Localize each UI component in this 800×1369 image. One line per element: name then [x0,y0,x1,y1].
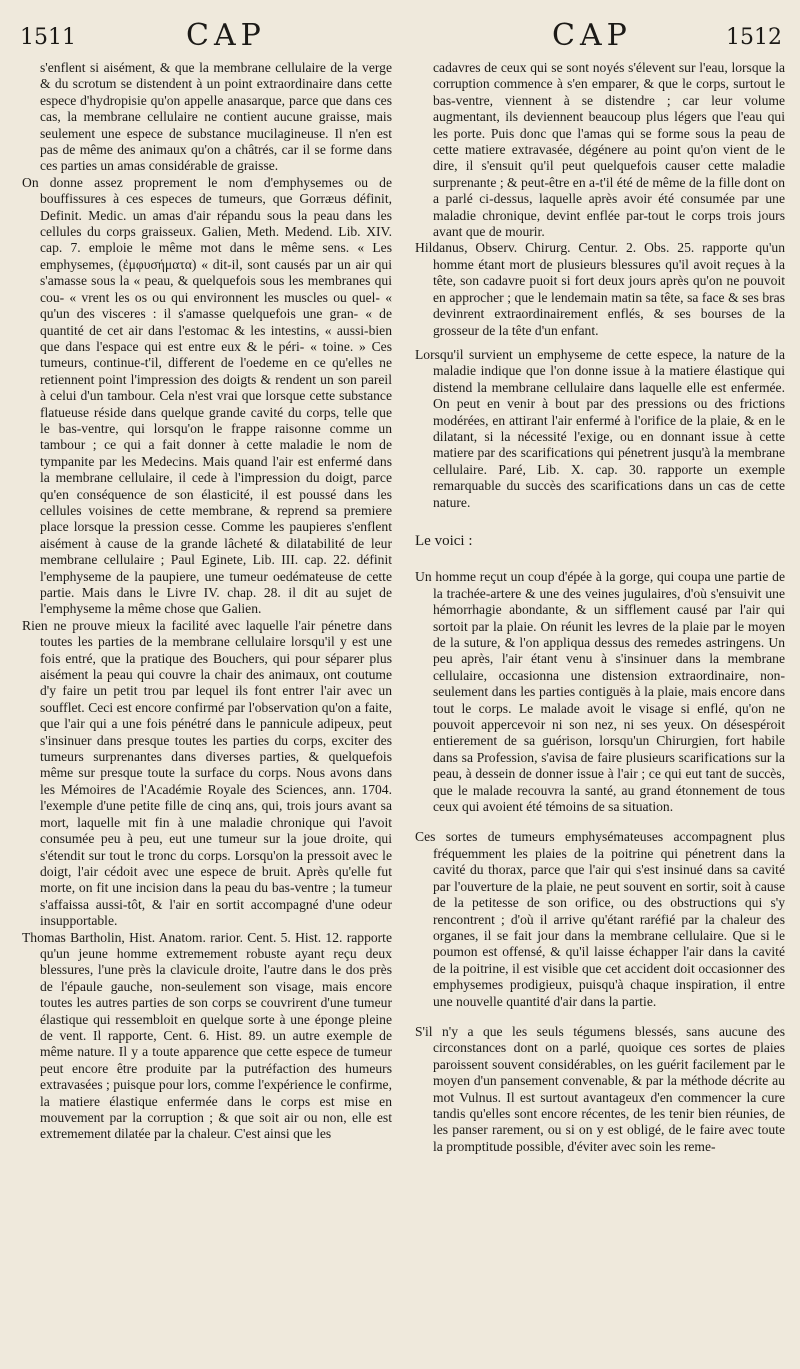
paragraph: s'enflent si aisément, & que la membrane cellulaire de la verge & du scrotum se distendent à un point extraordinaire dans cette espece d'hydropisie qu'on appelle anasarque, parce que dans ces cas, la membrane cellulaire ne contient aucune graisse, mais seulement une espece de substance mucilagineuse. Il n'en est pas de même des animaux qu'on a châtrés, car il se forme dans ces parties un amas considérable de graisse. [40,60,392,174]
paragraph: cadavres de ceux qui se sont noyés s'élevent sur l'eau, lorsque la corruption commence à s'en emparer, & que le corps, surtout le bas-ventre, viennent à se distendre ; car leur volume augmentant, ils deviennent beaucoup plus légers que l'eau qui les porte. Puis donc que l'amas qui se forme sous la peau de cette matiere extravasée, dégénere au point qu'on vient de le dire, il s'ensuit qu'il peut quelquefois causer cette maladie surprenante ; & peut-être en a-t'il été de même de la fille dont on a parlé ci-dessus, laquelle après avoir été consumée par une maladie chronique, devint enflée par-tout le corps trois jours avant que de mourir. [433,60,785,240]
page-number-left: 1511 [20,25,76,50]
paragraph: S'il n'y a que les seuls tégumens blessés, sans aucune des circonstances dont on a parlé, quoique ces sortes de plaies paroissent souvent considérables, on les guérit facilement par le moyen d'un pansement convenable, & par la méthode décrite au mot Vulnus. Il est surtout avantageux d'en commencer la cure tandis qu'elles sont encore récentes, de les tenir bien réunies, de les panser rarement, ou si on y est obligé, de le faire avec toute la promptitude possible, d'éviter avec soin les reme- [415,1023,785,1154]
section-heading: Le voici : [415,532,473,549]
right-column [415,60,785,1155]
paragraph: Thomas Bartholin, Hist. Anatom. rarior. Cent. 5. Hist. 12. rapporte qu'un jeune homme extremement robuste ayant reçu deux blessures, l'une près la clavicule droite, l'autre dans le dos près de l'épaule gauche, non-seulement son visage, mais encore toutes les autres parties de son corps se couvrirent d'une tumeur élastique qui ressembloit en quelque sorte à une éponge pleine de vent. Il rapporte, Cent. 6. Hist. 89. un autre exemple de même nature. Il y a toute apparence que cette espece de tumeur peut encore être produite par la putréfaction des humeurs extravasées ; puisque pour lors, comme l'expérience le confirme, la matiere élastique enfermée dans le corps est mise en mouvement par la corruption ; & que soit air ou non, elle est extremement dilatée par la chaleur. C'est ainsi que les [22,929,392,1142]
running-title-right: CAP [552,18,632,53]
paragraph: Lorsqu'il survient un emphyseme de cette espece, la nature de la maladie indique que l'on donne issue à la matiere élastique qui distend la membrane cellulaire dans laquelle elle est enfermée. On peut en venir à bout par des pressions ou des frictions modérées, en attirant l'air enfermé à l'orifice de la plaie, & en le dilatant, si la nécessité l'exige, ou en donnant issue à cette matiere par des scarifications qui pénetrent jusqu'à la membrane cellulaire. Paré, Lib. X. cap. 30. rapporte un exemple remarquable du succès des scarifications dans un cas de cette nature. [415,346,785,510]
paragraph: Hildanus, Observ. Chirurg. Centur. 2. Obs. 25. rapporte qu'un homme étant mort de plusieurs blessures qu'il avoit reçues à la tête, son cadavre puoit si fort deux jours après qu'on ne pouvoit en approcher ; que le lendemain matin sa tête, sa face & ses bras devinrent extraordinairement enflés, & ses bourses de la grosseur de la tête d'un enfant. [415,240,785,338]
paragraph: On donne assez proprement le nom d'emphysemes ou de bouffissures à ces especes de tumeurs, que Gorræus définit, Definit. Medic. un amas d'air répandu sous la peau dans les cellules du corps graisseux. Galien, Meth. Medend. Lib. XIV. cap. 7. emploie le même mot dans le même sens. « Les emphysemes, (ἐμφυσήματα) « dit-il, sont causés par un air qui s'amasse sous la « peau, & quelquefois sous les membranes qui cou- « vrent les os ou qui environnent les muscles ou quel- « qu'un des visceres : il s'amasse quelquefois une gran- « de quantité de cet air dans l'estomac & les intestins, « aussi-bien que dans l'espace qui est entre eux & le péri- « toine. » Ces tumeurs, continue-t'il, different de l'oedeme en ce qu'elles ne retiennent point l'impression des doigts & rendent un son pareil à celui d'un tambour. Cela n'est vrai que lorsque cette substance flatueuse réside dans quelque grande cavité du corps, telle que le bas-ventre, qui lorsqu'on le frappe raisonne comme un tambour ; ce qui a fait donner à cette maladie le nom de tympanite par les Medecins. Mais quand l'air est enfermé dans la membrane cellulaire, il cede à l'impression du doigt, parce qu'en conséquence de son élasticité, il est poussé dans les cellules voisines de cette membrane, & reprend sa premiere place lorsque la pression cesse. Comme les paupieres s'enflent aisément à cause de la grande lâcheté & dilatabilité de leur membrane cellulaire ; Paul Eginete, Lib. III. cap. 22. définit l'emphyseme de la paupiere, une tumeur oedémateuse de cette partie. Mais dans le Livre IV. chap. 28. il dit au sujet de l'emphyseme la même chose que Galien. [22,174,392,617]
page-number-right: 1512 [726,25,782,50]
paragraph: Rien ne prouve mieux la facilité avec laquelle l'air pénetre dans toutes les parties de la membrane cellulaire lorsqu'il y est une fois entré, que la pratique des Bouchers, qui pour séparer plus aisément la peau qui couvre la chair des animaux, ont coutume d'y faire un petit trou par lequel ils font entrer l'air avec un soufflet. Ceci est encore confirmé par l'observation qu'on a faite, que l'air qui a une fois pénétré dans le pannicule adipeux, peut s'insinuer dans presque toutes les parties du corps, exciter des tumeurs surprenantes dans diverses parties, & quelquefois même sur presque toute la surface du corps. Nous avons dans les Mémoires de l'Académie Royale des Sciences, ann. 1704. l'exemple d'une petite fille de cinq ans, qui, trois jours avant sa mort, laquelle mit fin à une maladie chronique qui l'avoit consumée peu à peu, eut une tumeur sur la joue droite, qui s'étendit sur tout le tronc du corps. Lorsqu'on la pressoit avec le doigt, l'air cédoit avec une espece de bruit. Après qu'elle fut morte, on fit une incision dans la peau du bas-ventre ; la tumeur s'affaissa aussi-tôt, & l'air en sortit accompagné d'une odeur insupportable. [22,617,392,929]
running-title-left: CAP [186,18,266,53]
paragraph: Un homme reçut un coup d'épée à la gorge, qui coupa une partie de la trachée-artere & une des veines jugulaires, d'où s'ensuivit une hémorrhagie abondante, & un sifflement causé par l'air qui sortoit par la plaie. On réunit les levres de la plaie par le moyen de la suture, & l'on appliqua dessus des remedes astringens. Un peu après, l'air étant venu à s'insinuer dans la membrane cellulaire, occasionna une distension extraordinaire, non-seulement dans les parties contiguës à la plaie, mais encore dans tout le corps. Le malade avoit le visage si enflé, qu'on ne pouvoit appercevoir ni son nez, ni ses yeux. On désespéroit entierement de sa guérison, lorsqu'un Chirurgien, fort habile dans sa Profession, s'avisa de faire plusieurs scarifications sur la peau, à dessein de donner issue à l'air ; ce qui eut tant de succès, que le malade recouvra la santé, au grand étonnement de tous ceux qui avoient été témoins de sa situation. [415,569,785,815]
paragraph: Ces sortes de tumeurs emphysémateuses accompagnent plus fréquemment les plaies de la poitrine qui pénetrent dans la cavité du thorax, parce que l'air qui s'est insinué dans sa cavité par l'ouverture de la plaie, ne peut souvent en sortir, soit à cause de la petitesse de son orifice, ou des obstructions qui s'y rencontrent ; d'où il arrive qu'étant raréfié par la chaleur des organes, il se fait jour dans la membrane cellulaire. Que si le poumon est offensé, & qu'il laisse échapper l'air dans la cavité de la poitrine, il est visible que cet accident doit occasionner des emphysemes prodigieux, puisqu'à chaque inspiration, il entre une nouvelle quantité d'air dans la partie. [415,829,785,1009]
left-column [22,60,392,1143]
